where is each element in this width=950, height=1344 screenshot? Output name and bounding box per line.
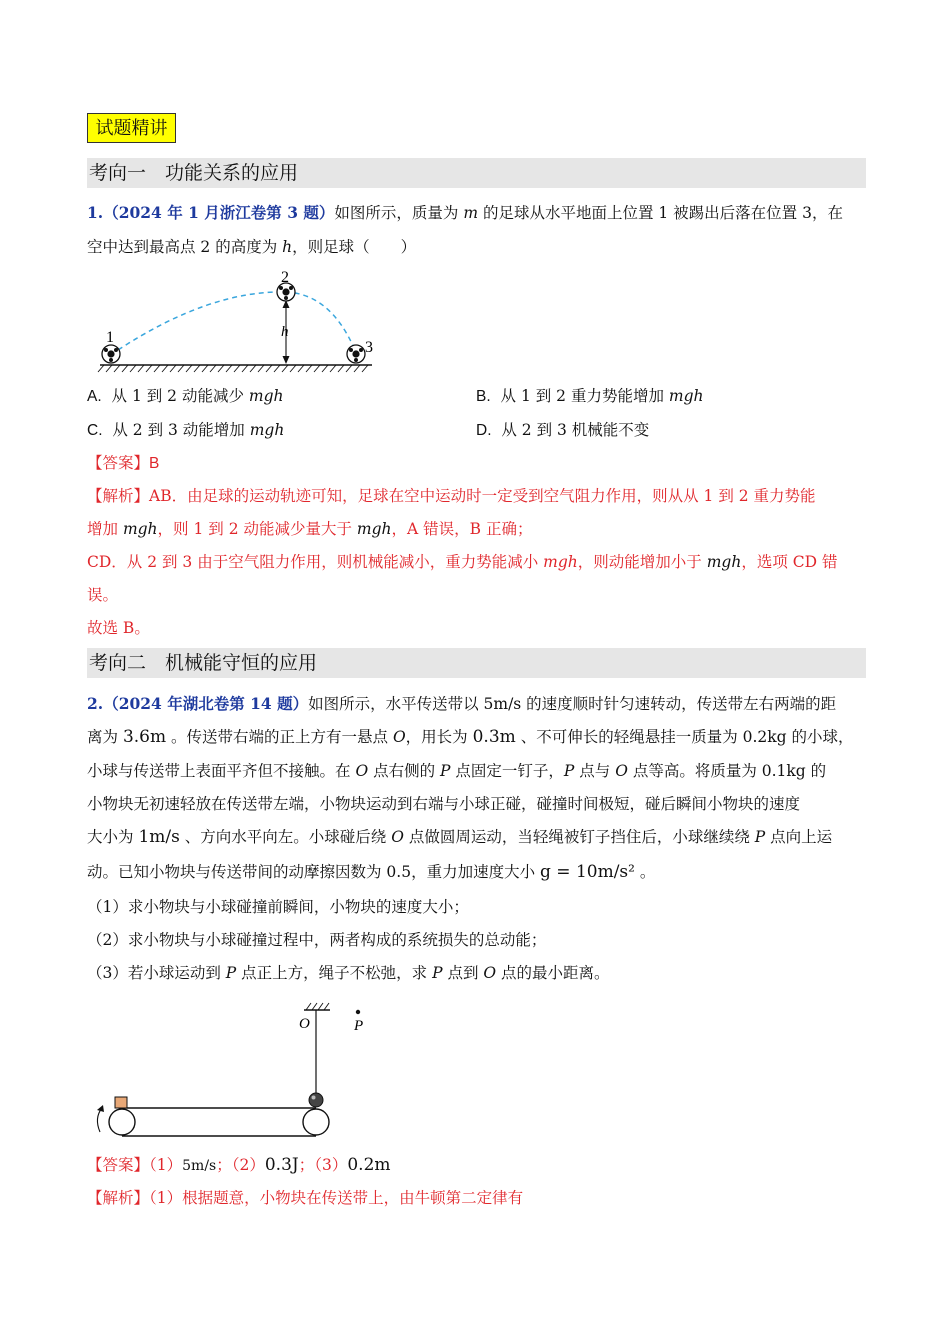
- football-icon: [347, 345, 365, 363]
- label-O: O: [299, 1016, 310, 1032]
- q1-text: ，则足球（ ）: [292, 238, 417, 256]
- topic-heading-2: 考向二 机械能守恒的应用: [87, 648, 866, 678]
- section-label: 试题精讲: [87, 113, 176, 143]
- q1-trajectory-figure: [90, 262, 380, 377]
- q1-var-m: m: [463, 204, 479, 222]
- trajectory-curve: [118, 292, 354, 350]
- nail-point: [356, 1010, 360, 1014]
- ceiling-hatch: [306, 1003, 329, 1010]
- label-position-2: 2: [281, 269, 289, 286]
- height-arrow-head-down: [283, 356, 290, 364]
- q2-subquestion-3: （3）若小球运动到 P 点正上方，绳子不松弛，求 P 点到 O 点的最小距离。: [87, 964, 610, 982]
- q2-answer: 【答案】（1）5m/s；（2）0.3J；（3）0.2m: [87, 1155, 391, 1175]
- q1-text: 空中达到最高点 2 的高度为: [87, 238, 283, 256]
- q1-line-1: [87, 203, 843, 223]
- right-pulley: [303, 1109, 329, 1135]
- q2-line-3: 小球与传送带上表面平齐但不接触。在 O 点右侧的 P 点固定一钉子，P 点与 O 点等高。将质量为 0.1kg 的: [87, 762, 827, 780]
- q1-analysis-line-2: 增加 mgh，则 1 到 2 动能减少量大于 mgh，A 错误，B 正确；: [87, 520, 533, 538]
- q2-line-2: 离为 3.6m 。传送带右端的正上方有一悬点 O，用长为 0.3m 、不可伸长的轻绳悬挂一质量为 0.2kg 的小球，: [87, 727, 854, 747]
- small-block: [115, 1097, 127, 1108]
- q2-conveyor-figure: [92, 1000, 372, 1145]
- q1-option-a[interactable]: A. 从 1 到 2 动能减少 mgh: [87, 387, 284, 405]
- label-h: h: [281, 324, 289, 340]
- q1-number: 1.: [87, 203, 104, 222]
- label-position-1: 1: [106, 329, 114, 346]
- q2-analysis-line-1: 【解析】（1）根据题意，小物块在传送带上，由牛顿第二定律有: [87, 1189, 524, 1207]
- q1-answer: 【答案】B: [87, 454, 160, 472]
- q2-line-4: 小物块无初速轻放在传送带左端，小物块运动到右端与小球正碰，碰撞时间极短，碰后瞬间小物块的速度: [87, 795, 801, 813]
- q1-analysis-line-4: 误。: [87, 586, 119, 604]
- label-P: P: [354, 1018, 364, 1034]
- left-pulley: [109, 1109, 135, 1135]
- q1-option-d[interactable]: D. 从 2 到 3 机械能不变: [476, 421, 650, 439]
- q2-subquestion-1: （1）求小物块与小球碰撞前瞬间，小物块的速度大小；: [87, 898, 469, 916]
- q1-conclusion: 故选 B。: [87, 619, 150, 637]
- ground-hatch: [98, 365, 368, 372]
- football-icon: [102, 345, 120, 363]
- q1-line-2: [87, 237, 416, 257]
- q2-subquestion-2: （2）求小物块与小球碰撞过程中，两者构成的系统损失的总动能；: [87, 931, 547, 949]
- q1-text: 如图所示，质量为: [334, 204, 464, 222]
- q1-var-h: h: [282, 238, 293, 256]
- q1-analysis-line-3: CD．从 2 到 3 由于空气阻力作用，则机械能减小，重力势能减小 mgh，则动能增加小于 mgh，选项 CD 错: [87, 553, 838, 571]
- q2-line-6: 动。已知小物块与传送带间的动摩擦因数为 0.5，重力加速度大小 g = 10m/s² 。: [87, 862, 656, 882]
- topic-heading-1: 考向一 功能关系的应用: [87, 158, 866, 188]
- rotation-arrow: [97, 1108, 102, 1132]
- label-position-3: 3: [365, 339, 373, 356]
- q2-line-1: 2.（2024 年湖北卷第 14 题）如图所示，水平传送带以 5m/s 的速度顺时针匀速转动，传送带左右两端的距: [87, 694, 837, 713]
- pendulum-ball: [309, 1093, 323, 1107]
- q1-text: 的足球从水平地面上位置 1 被踢出后落在位置 3，在: [478, 204, 843, 222]
- q2-line-5: 大小为 1m/s 、方向水平向左。小球碰后绕 O 点做圆周运动，当轻绳被钉子挡住后，小球继续绕 P 点向上运: [87, 827, 833, 847]
- q1-option-c[interactable]: C. 从 2 到 3 动能增加 mgh: [87, 421, 285, 439]
- q1-option-b[interactable]: B. 从 1 到 2 重力势能增加 mgh: [476, 387, 704, 405]
- q1-analysis-line-1: 【解析】AB．由足球的运动轨迹可知，足球在空中运动时一定受到空气阻力作用，则从从 1 到 2 重力势能: [87, 487, 816, 505]
- q1-source: （2024 年 1 月浙江卷第 3 题）: [103, 203, 335, 222]
